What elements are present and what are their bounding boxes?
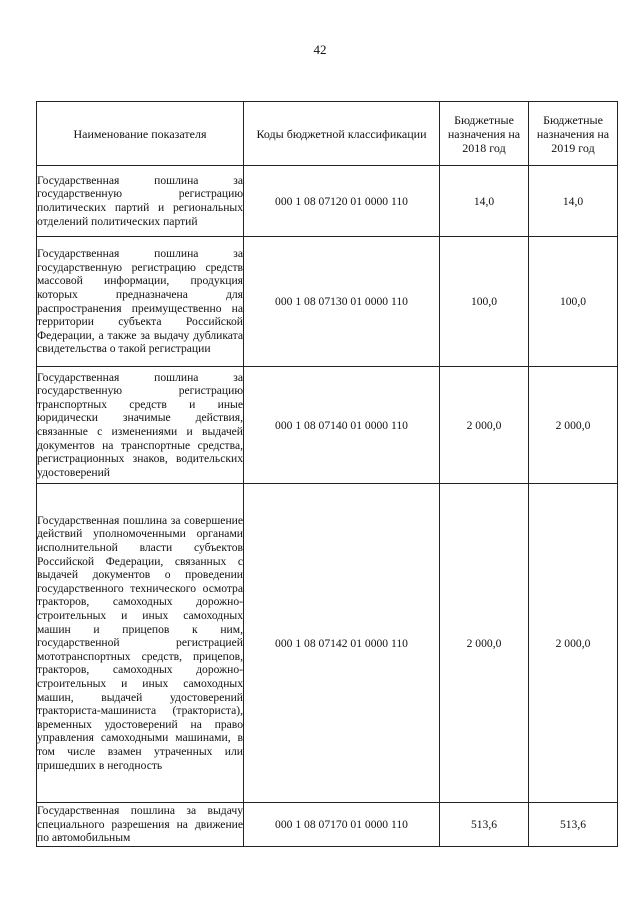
row-value-2019: 513,6: [529, 803, 618, 847]
header-2018: Бюджетные назначения на 2018 год: [440, 102, 529, 166]
row-value-2019: 2 000,0: [529, 484, 618, 803]
page-number: 42: [313, 42, 327, 57]
table-row: [37, 484, 618, 803]
row-code: 000 1 08 07142 01 0000 110: [244, 484, 440, 803]
row-value-2018: 2 000,0: [440, 367, 529, 484]
table-header-row: [37, 102, 618, 166]
row-name: Государственная пошлина за выдачу специального разрешения на движение по автомобильным: [37, 803, 244, 847]
row-value-2018: 2 000,0: [440, 484, 529, 803]
row-value-2018: 513,6: [440, 803, 529, 847]
header-2019: Бюджетные назначения на 2019 год: [529, 102, 618, 166]
table-row: [37, 166, 618, 237]
row-value-2019: 14,0: [529, 166, 618, 237]
budget-table: [36, 101, 618, 847]
table-row: [37, 237, 618, 367]
table-row: [37, 803, 618, 847]
row-name: Государственная пошлина за государственную регистрацию средств массовой информации, продукция которых предназначена для распространения преимущественно на территории субъекта Российской Федерации, а также за выдачу дубликата свидетельства о такой регистрации: [37, 237, 244, 367]
row-value-2019: 2 000,0: [529, 367, 618, 484]
row-value-2018: 14,0: [440, 166, 529, 237]
row-name: Государственная пошлина за совершение действий уполномоченными органами исполнительной власти субъектов Российской Федерации, связанных с выдачей документов о проведении государственного технического осмотра тракторов, самоходных дорожно-строительных и иных самоходных машин и прицепов к ним, государственной регистрацией мототранспортных средств, прицепов, тракторов, самоходных дорожно-строительных и иных самоходных машин, выдачей удостоверений тракториста-машиниста (тракториста), временных удостоверений на право управления самоходными машинами, в том числе взамен утраченных или пришедших в негодность: [37, 484, 244, 803]
row-code: 000 1 08 07120 01 0000 110: [244, 166, 440, 237]
header-code: Коды бюджетной классификации: [244, 102, 440, 166]
row-name: Государственная пошлина за государственную регистрацию транспортных средств и иные юридически значимые действия, связанные с изменениями и выдачей документов на транспортные средства, регистрационных знаков, водительских удостоверений: [37, 367, 244, 484]
header-name: Наименование показателя: [37, 102, 244, 166]
row-code: 000 1 08 07170 01 0000 110: [244, 803, 440, 847]
table-row: [37, 367, 618, 484]
row-code: 000 1 08 07130 01 0000 110: [244, 237, 440, 367]
row-name: Государственная пошлина за государственную регистрацию политических партий и региональных отделений политических партий: [37, 166, 244, 237]
row-code: 000 1 08 07140 01 0000 110: [244, 367, 440, 484]
row-value-2019: 100,0: [529, 237, 618, 367]
row-value-2018: 100,0: [440, 237, 529, 367]
